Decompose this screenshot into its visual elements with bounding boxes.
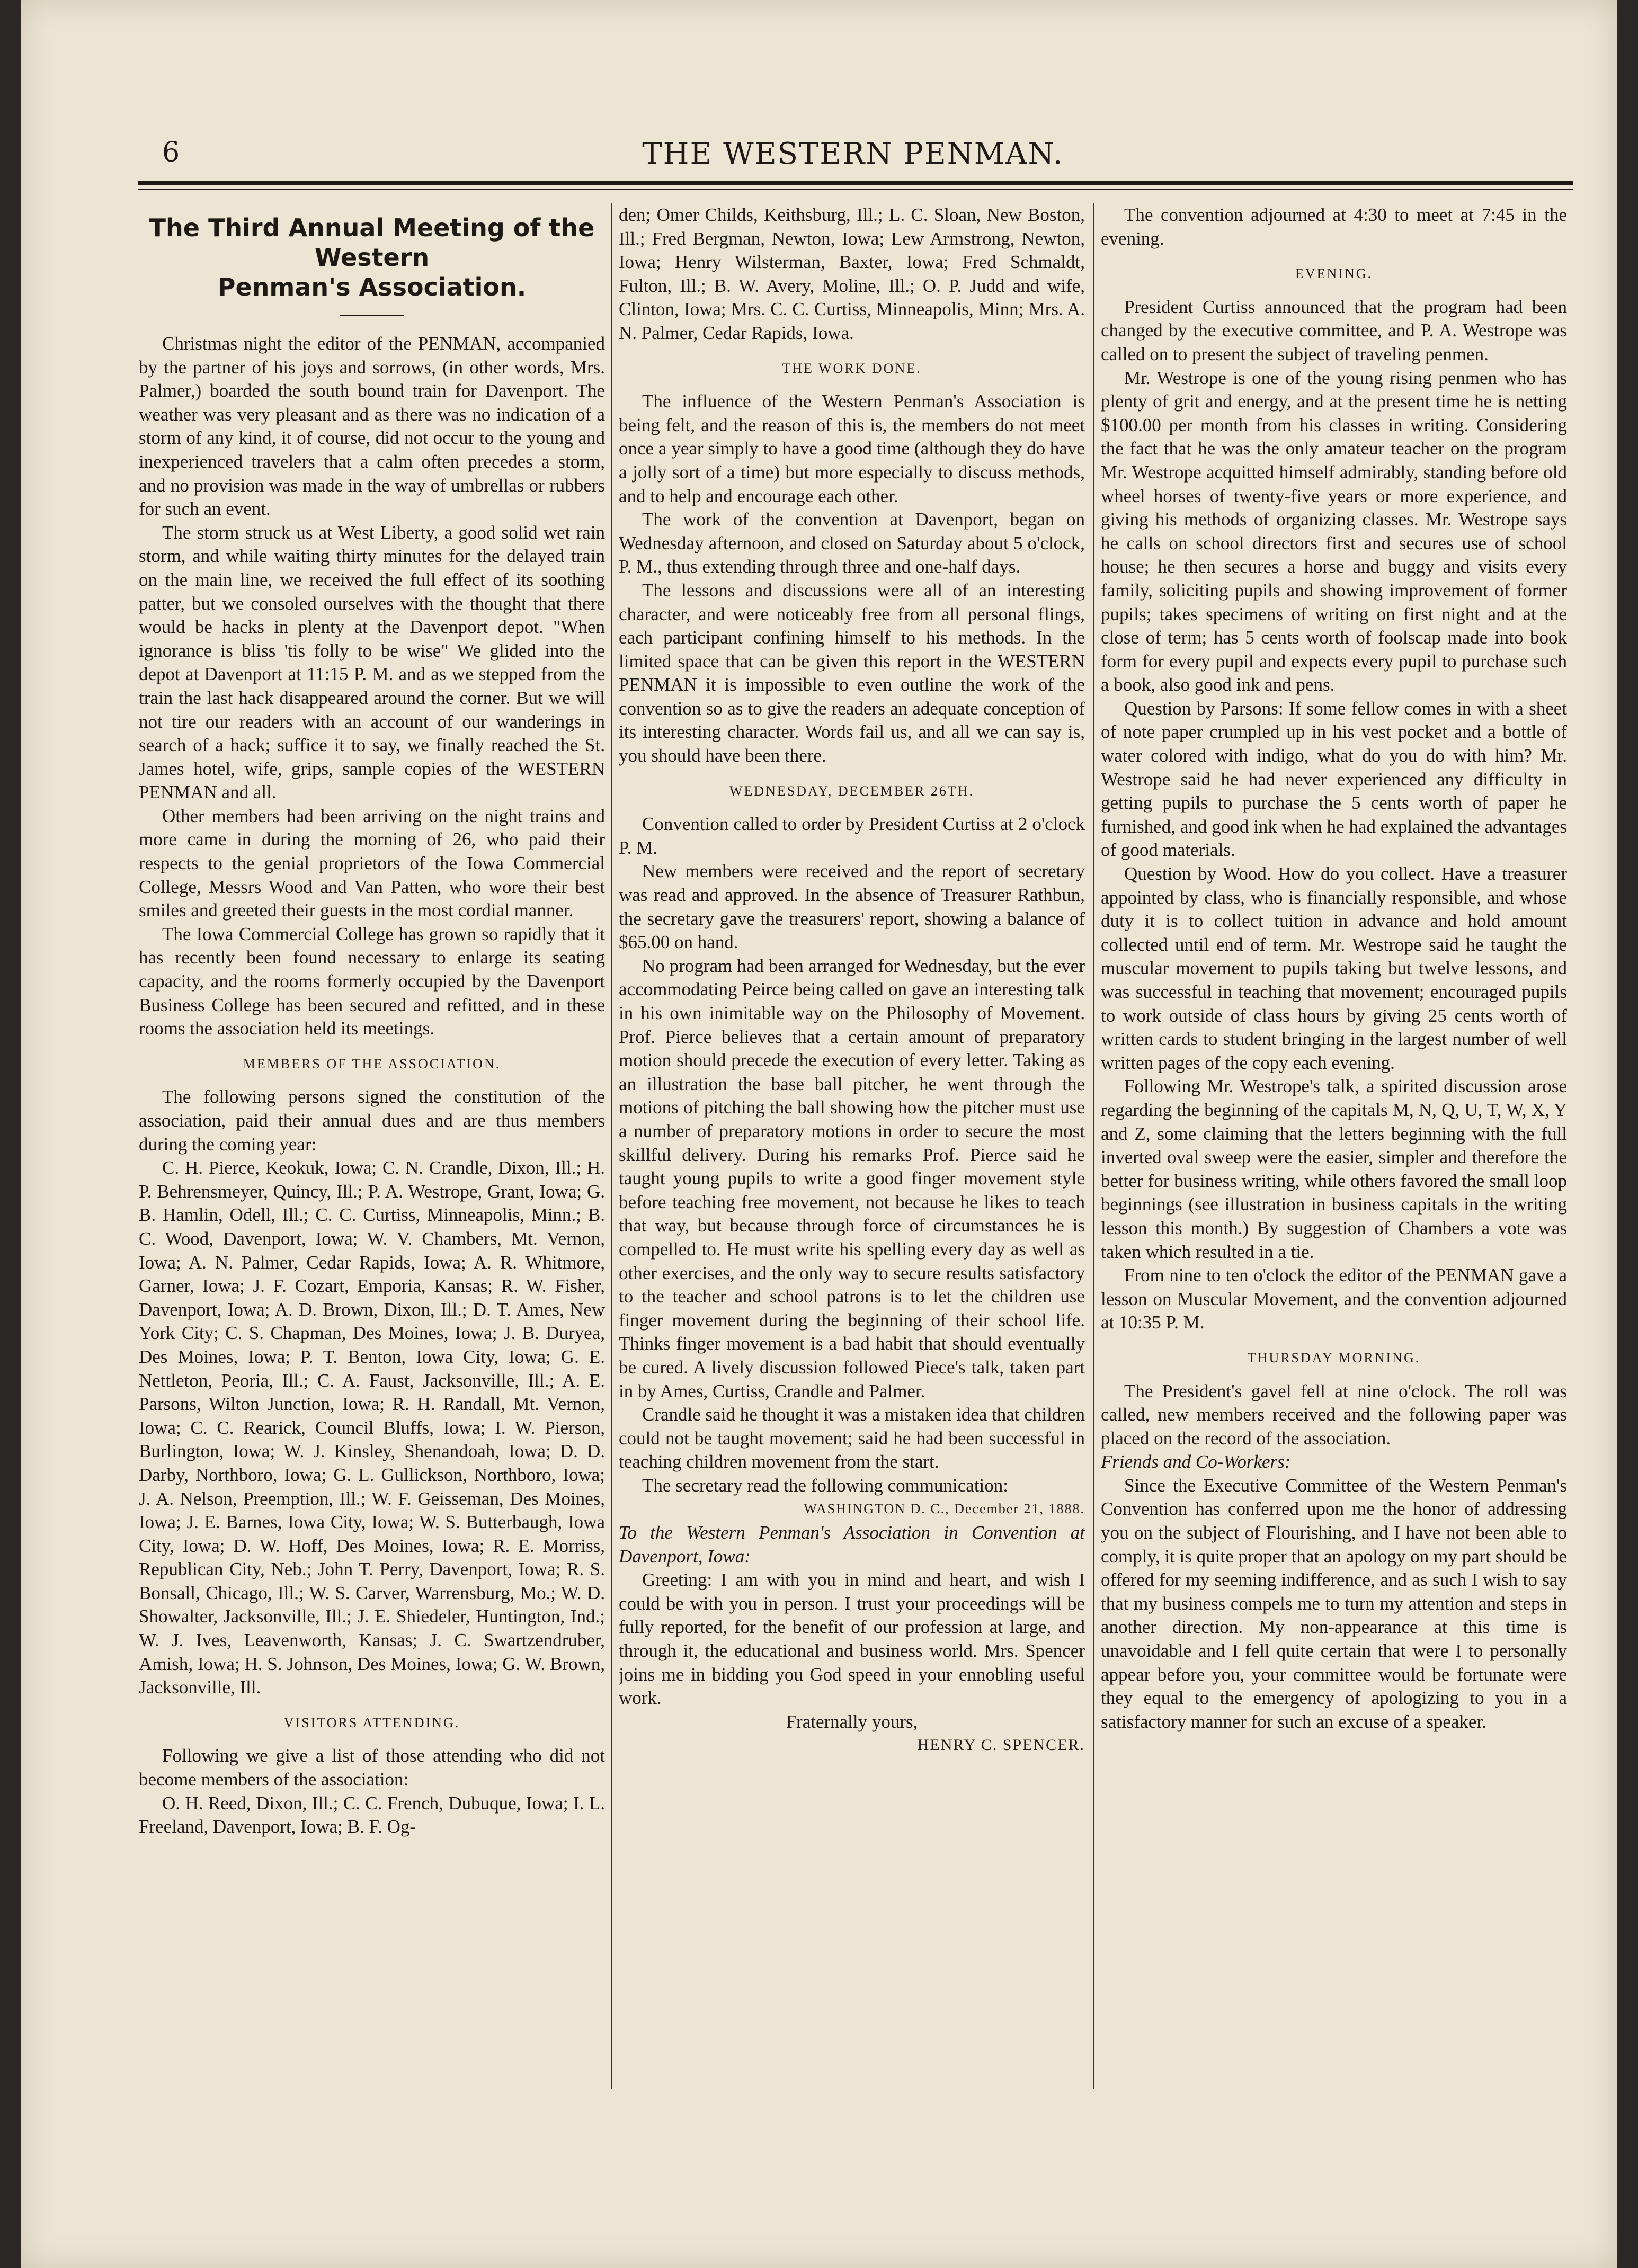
- section-heading: THURSDAY MORNING.: [1247, 1350, 1421, 1365]
- section-heading: VISITORS ATTENDING.: [283, 1715, 460, 1730]
- paragraph: Since the Executive Committee of the Western Penman's Convention has conferred upon me the honor of addressing you on the subject of Flourishing, and I have not been able to comply, it is quite proper that an apology on my part should be offered for my seeming indifference, and as such I wish to say that my business compels me to turn my attention and steps in another direction. My non-appearance at this time is unavoidable and I fell quite certain that were I to personally appear before you, your committee would be fortunate were they equal to the emergency of apologizing to you in a satisfactory manner for such an excuse of a speaker.: [1101, 1475, 1567, 1732]
- paragraph: The storm struck us at West Liberty, a good solid wet rain storm, and while waiting thirty minutes for the delayed train on the main line, we received the full effect of its soothing patter, but we consoled ourselves with the thought that there would be hacks in plenty at the Davenport depot. "When ignorance is bliss 'tis folly to be wise" We glided into the depot at Davenport at 11:15 P. M. and as we stepped from the train the last hack disappeared around the corner. But we will not tire our readers with an account of our wanderings in search of a hack; suffice it to say, we finally reached the St. James hotel, wife, grips, sample copies of the WESTERN PENMAN and all.: [139, 522, 605, 803]
- header-rule: [138, 181, 1573, 185]
- paragraph: Following Mr. Westrope's talk, a spirited discussion arose regarding the beginning of the capitals M, N, Q, U, T, W, X, Y and Z, some claiming that the letters beginning with the full inverted oval sweep were the easier, simpler and therefore the better for business writing, while others favored the small loop beginnings (see illustration in business capitals in the writing lesson this month.) By suggestion of Chambers a vote was taken which resulted in a tie.: [1101, 1076, 1567, 1262]
- paragraph: The following persons signed the constitution of the association, paid their annual dues and are thus members during the coming year:: [139, 1086, 605, 1155]
- paragraph: The influence of the Western Penman's Association is being felt, and the reason of this is, the members do not meet once a year simply to have a good time (although they do have a jolly sort of a time) but more especially to discuss methods, and to help and encourage each other.: [619, 391, 1085, 506]
- running-title: THE WESTERN PENMAN.: [642, 137, 1064, 171]
- paragraph: From nine to ten o'clock the editor of the PENMAN gave a lesson on Muscular Movement, and the convention adjourned at 10:35 P. M.: [1101, 1265, 1567, 1333]
- paragraph: Question by Parsons: If some fellow comes in with a sheet of note paper crumpled up in his vest pocket and a bottle of water colored with indigo, what do you do with him? Mr. Westrope said he had never experienced any difficulty in getting pupils to purchase the 5 cents worth of paper he furnished, and good ink when he had explained the advantages of good materials.: [1101, 698, 1567, 861]
- column-2: [619, 203, 1085, 2089]
- article-title-line: The Third Annual Meeting of the Western: [149, 213, 595, 272]
- section-heading: MEMBERS OF THE ASSOCIATION.: [243, 1056, 501, 1072]
- paragraph: Question by Wood. How do you collect. Have a treasurer appointed by class, who is financially responsible, and whose duty it is to collect tuition in advance and hold amount collected until end of term. Mr. Westrope said he taught the muscular movement to pupils taking but twelve lessons, and was successful in teaching that movement; encouraged pupils to work outside of class hours by giving 25 cents worth of written cards to student bringing in the largest number of well written pages of the copy each evening.: [1101, 863, 1567, 1073]
- paragraph: The convention adjourned at 4:30 to meet at 7:45 in the evening.: [1101, 204, 1567, 249]
- paragraph: President Curtiss announced that the program had been changed by the executive committee, and P. A. Westrope was called on to present the subject of traveling penmen.: [1101, 296, 1567, 364]
- paper-salutation: Friends and Co-Workers:: [1101, 1451, 1291, 1472]
- paragraph: Other members had been arriving on the night trains and more came in during the morning of 26, who paid their respects to the genial proprietors of the Iowa Commercial College, Messrs Wood and Van Patten, who wore their best smiles and greeted their guests in the most cordial manner.: [139, 805, 605, 921]
- letter-dateline: WASHINGTON D. C., December 21, 1888.: [804, 1501, 1085, 1517]
- paragraph: Christmas night the editor of the PENMAN, accompanied by the partner of his joys and sorrows, (in other words, Mrs. Palmer,) boarded the south bound train for Davenport. The weather was very pleasant and as there was no indication of a storm of any kind, it of course, did not occur to the young and inexperienced travelers that a calm often precedes a storm, and no provision was made in the way of umbrellas or rubbers for such an event.: [139, 333, 605, 520]
- paragraph: Convention called to order by President Curtiss at 2 o'clock P. M.: [619, 814, 1085, 858]
- paragraph: The lessons and discussions were all of an interesting character, and were noticeably free from all personal flings, each participant confining himself to his methods. In the limited space that can be given this report in the WESTERN PENMAN it is impossible to even outline the work of the convention so as to give the readers an adequate conception of its interesting character. Words fail us, and all we can say is, you should have been there.: [619, 579, 1085, 766]
- paragraph: Crandle said he thought it was a mistaken idea that children could not be taught movement; said he had been successful in teaching children movement from the start.: [619, 1404, 1085, 1472]
- column-1: [139, 203, 605, 2089]
- header-rule-thin: [138, 189, 1573, 190]
- article-title-line: Penman's Association.: [217, 273, 527, 301]
- column-3: [1101, 203, 1567, 2089]
- section-heading: THE WORK DONE.: [782, 360, 922, 376]
- paragraph: The Iowa Commercial College has grown so rapidly that it has recently been found necessary to enlarge its seating capacity, and the rooms formerly occupied by the Davenport Business College has been secured and refitted, and in these rooms the association held its meetings.: [139, 923, 605, 1039]
- letter-closing: Fraternally yours,: [786, 1711, 918, 1732]
- page-header: [138, 137, 1568, 179]
- paragraph: Following we give a list of those attending who did not become members of the association:: [139, 1745, 605, 1790]
- member-list: C. H. Pierce, Keokuk, Iowa; C. N. Crandle, Dixon, Ill.; H. P. Behrensmeyer, Quincy, Ill.; P. A. Westrope, Grant, Iowa; G. B. Hamlin, Odell, Ill.; C. C. Curtiss, Minneapolis, Minn.; B. C. Wood, Davenport, Iowa; W. V. Chambers, Mt. Vernon, Iowa; A. N. Palmer, Cedar Rapids, Iowa; A. R. Whitmore, Garner, Iowa; J. F. Cozart, Emporia, Kansas; R. W. Fisher, Davenport, Iowa; A. D. Brown, Dixon, Ill.; D. T. Ames, New York City; C. S. Chapman, Des Moines, Iowa; J. B. Duryea, Des Moines, Iowa; P. T. Benton, Iowa City, Iowa; G. E. Nettleton, Peoria, Ill.; C. A. Faust, Jacksonville, Ill.; A. E. Parsons, Wilton Junction, Iowa; R. H. Randall, Mt. Vernon, Iowa; C. C. Rearick, Council Bluffs, Iowa; I. W. Pierson, Burlington, Iowa; W. J. Kinsley, Shenandoah, Iowa; D. D. Darby, Northboro, Iowa; G. L. Gullickson, Northboro, Iowa; J. A. Nelson, Preemption, Ill.; W. F. Geisseman, Des Moines, Iowa; J. E. Barnes, Iowa City, Iowa; W. S. Butterbaugh, Iowa City, Iowa; D. W. Hoff, Des Moines, Iowa; R. E. Morriss, Republican City, Neb.; John T. Perry, Davenport, Iowa; R. S. Bonsall, Chicago, Ill.; W. S. Carver, Warrensburg, Mo.; W. D. Showalter, Jacksonville, Ill.; J. E. Shiedeler, Huntington, Ind.; W. J. Ives, Leavenworth, Kansas; J. C. Swartzendruber, Amish, Iowa; H. S. Johnson, Des Moines, Iowa; G. W. Brown, Jacksonville, Ill.: [139, 1157, 605, 1698]
- letter-signature: HENRY C. SPENCER.: [917, 1736, 1085, 1754]
- section-heading: EVENING.: [1295, 266, 1373, 282]
- column-divider: [611, 203, 612, 2089]
- letter-body: Greeting: I am with you in mind and heart, and wish I could be with you in person. I trust your proceedings will be fully reported, for the benefit of our profession at large, and through it, the educational and business world. Mrs. Spencer joins me in bidding you God speed in your ennobling useful work.: [619, 1569, 1085, 1709]
- paragraph: Mr. Westrope is one of the young rising penmen who has plenty of grit and energy, and at the present time he is netting $100.00 per month from his classes in writing. Considering the fact that he was the only amateur teacher on the program Mr. Westrope acquitted himself admirably, standing before old wheel horses of twenty-five years or more experience, and giving his methods of organizing classes. Mr. Westrope says he calls on school directors first and secures use of school house; he then secures a horse and buggy and visits every family, soliciting pupils and showing improvement of former pupils; takes specimens of writing on first night and at the close of term; has 5 cents worth of foolscap made into book form for every pupil and expects every pupil to purchase such a book, also good ink and pens.: [1101, 367, 1567, 695]
- column-divider: [1093, 203, 1094, 2089]
- letter-salutation: To the Western Penman's Association in Convention at Davenport, Iowa:: [619, 1522, 1085, 1567]
- paragraph: The President's gavel fell at nine o'clock. The roll was called, new members received and the following paper was placed on the record of the association.: [1101, 1380, 1567, 1449]
- paragraph: No program had been arranged for Wednesday, but the ever accommodating Peirce being called on gave an interesting talk in his own inimitable way on the Philosophy of Movement. Prof. Pierce believes that a certain amount of preparatory motion should precede the execution of every letter. Taking as an illustration the base ball pitcher, he went through the motions of pitching the ball showing how the pitcher must use a number of preparatory motions in order to secure the most skillful delivery. During his remarks Prof. Pierce said he taught young pupils to write a good finger movement style before teaching free movement, not because he likes to teach that way, but because through force of circumstances he is compelled to. He must write his spelling every day as well as other exercises, and the only way to secure results satisfactory to the teacher and school patrons is to let the children use finger movement during the beginning of their school life. Thinks finger movement is a bad habit that should eventually be cured. A lively discussion followed Piece's talk, taken part in by Ames, Curtiss, Crandle and Palmer.: [619, 955, 1085, 1401]
- paragraph: The secretary read the following communication:: [642, 1475, 1008, 1496]
- visitor-list: O. H. Reed, Dixon, Ill.; C. C. French, Dubuque, Iowa; I. L. Freeland, Davenport, Iowa; B. F. Og-: [139, 1792, 605, 1837]
- visitor-list-continued: den; Omer Childs, Keithsburg, Ill.; L. C. Sloan, New Boston, Ill.; Fred Bergman, Newton, Iowa; Lew Armstrong, Newton, Iowa; Henry Wilsterman, Baxter, Iowa; Fred Schmaldt, Fulton, Ill.; B. W. Avery, Moline, Ill.; O. P. Judd and wife, Clinton, Iowa; Mrs. C. C. Curtiss, Minneapolis, Minn; Mrs. A. N. Palmer, Cedar Rapids, Iowa.: [619, 204, 1085, 343]
- article-title: [139, 213, 605, 302]
- paragraph: The work of the convention at Davenport, began on Wednesday afternoon, and closed on Saturday about 5 o'clock, P. M., thus extending through three and one-half days.: [619, 509, 1085, 577]
- page-number: 6: [162, 137, 180, 168]
- paragraph: New members were received and the report of secretary was read and approved. In the absence of Treasurer Rathbun, the secretary gave the treasurers' report, showing a balance of $65.00 on hand.: [619, 861, 1085, 953]
- section-heading: WEDNESDAY, DECEMBER 26TH.: [729, 783, 975, 799]
- title-rule: [340, 315, 404, 316]
